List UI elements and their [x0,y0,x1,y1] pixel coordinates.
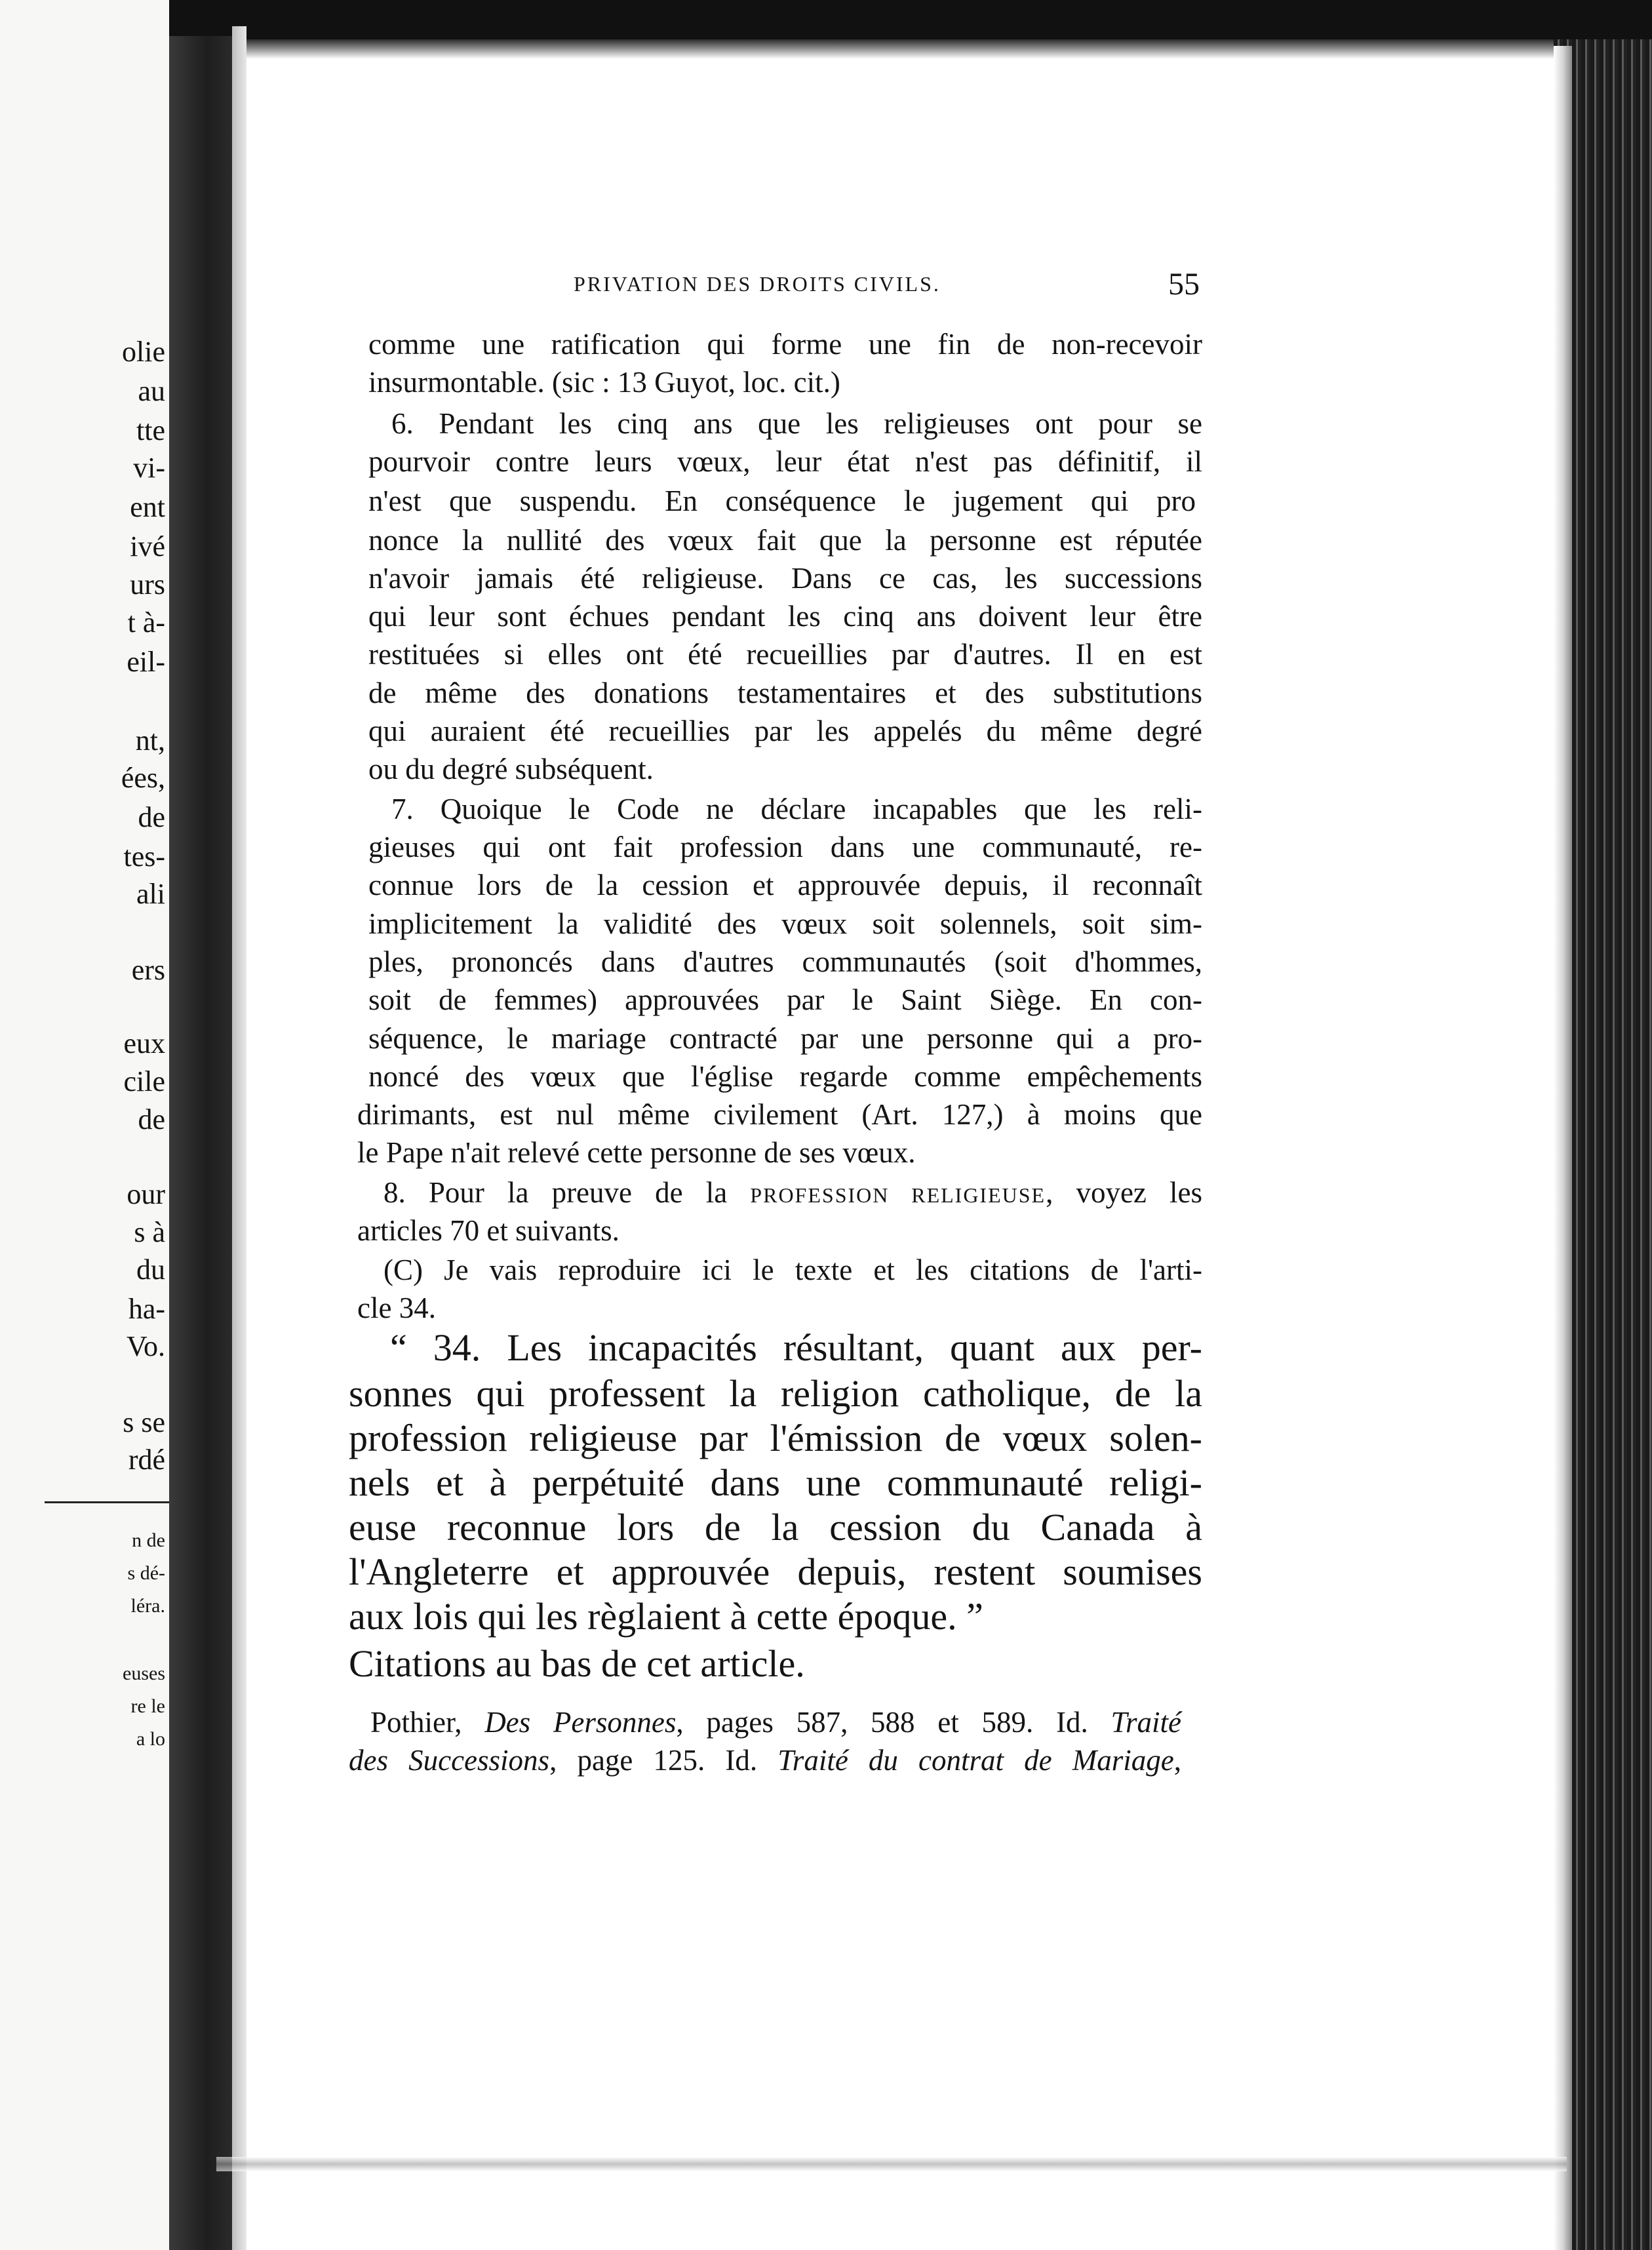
left-text-fragment: tes- [123,840,165,873]
article-line: sonnes qui professent la religion catholique, de la [349,1372,1202,1415]
text-line: connue lors de la cession et approuvée depuis, il reconnaît [368,869,1202,901]
text-line: insurmontable. (sic : 13 Guyot, loc. cit.) [368,366,840,399]
text-line: restituées si elles ont été recueillies par d'autres. Il en est [368,638,1202,671]
article-line: aux lois qui les règlaient à cette époque. ” [349,1595,983,1638]
text-line: articles 70 et suivants. [357,1214,620,1247]
text-line: de même des donations testamentaires et des substitutions [368,677,1202,709]
text-line: ples, prononcés dans d'autres communautés (soit d'hommes, [368,945,1202,978]
left-text-fragment: olie [122,336,165,368]
left-text-fragment: eil- [127,646,165,678]
article-line: euse reconnue lors de la cession du Canada à [349,1506,1202,1549]
left-text-fragment: vi- [133,452,165,484]
left-text-fragment: eux [123,1027,165,1059]
citation-line: Pothier, Des Personnes, pages 587, 588 et 589. Id. Traité [370,1706,1181,1739]
article-line: nels et à perpétuité dans une communauté religi- [349,1461,1202,1504]
text-line: le Pape n'ait relevé cette personne de ses vœux. [357,1136,916,1169]
text-line: nonce la nullité des vœux fait que la personne est réputée [368,524,1202,557]
text-line: n'avoir jamais été religieuse. Dans ce cas, les successions [368,562,1202,595]
left-text-fragment: our [127,1178,165,1210]
text-line: qui auraient été recueillies par les appelés du même degré [368,715,1202,747]
text-line: cle 34. [357,1292,436,1324]
left-footnote-fragment: s dé- [127,1562,165,1584]
smallcaps-term: PROFESSION RELIGIEUSE [750,1183,1046,1207]
page-number: 55 [1168,267,1200,302]
text-line: qui leur sont échues pendant les cinq ans doivent leur être [368,600,1202,633]
text-line: soit de femmes) approuvées par le Saint Siège. En con- [368,983,1202,1016]
text-line: ou du degré subséquent. [368,753,654,785]
left-text-fragment: cile [123,1065,165,1097]
left-footnote-fragment: n de [132,1530,165,1551]
left-text-fragment: ers [131,954,165,986]
left-text-fragment: ali [136,878,165,910]
paragraph-8-line: 8. Pour la preuve de la PROFESSION RELIGIEUSE, voyez les [384,1176,1203,1209]
text-line: 6. Pendant les cinq ans que les religieuses ont pour se [391,407,1202,440]
left-text-fragment: Vo. [126,1330,165,1362]
left-footnote-fragment: a lo [136,1728,165,1750]
page-bottom-edge [216,2157,1567,2171]
footnote-rule [45,1501,169,1503]
citation-line: des Successions, page 125. Id. Traité du contrat de Mariage, [349,1744,1181,1777]
text-line: (C) Je vais reproduire ici le texte et les citations de l'arti- [384,1253,1202,1286]
left-footnote-fragment: léra. [130,1595,165,1617]
left-text-fragment: au [138,375,165,407]
left-footnote-fragment: re le [130,1695,165,1717]
left-text-fragment: ent [130,491,165,523]
text-line: dirimants, est nul même civilement (Art. 127,) à moins que [357,1098,1202,1131]
running-head: PRIVATION DES DROITS CIVILS. [574,272,941,296]
text-line: gieuses qui ont fait profession dans une communauté, re- [368,831,1202,863]
left-text-fragment: urs [130,568,165,601]
left-text-fragment: du [136,1253,165,1286]
article-line: “ 34. Les incapacités résultant, quant aux per- [390,1326,1202,1369]
left-text-fragment: t à- [127,606,165,639]
article-line: profession religieuse par l'émission de vœux solen- [349,1417,1202,1459]
text-line: implicitement la validité des vœux soit solennels, soit sim- [368,907,1202,940]
text-line: 7. Quoique le Code ne déclare incapables que les reli- [391,793,1202,825]
left-text-fragment: s se [123,1406,165,1438]
left-text-fragment: de [138,801,165,833]
article-line: l'Angleterre et approuvée depuis, restent soumises [349,1550,1202,1593]
left-text-fragment: ivé [130,530,165,562]
left-text-fragment: ées, [121,762,165,794]
left-page-fragment [0,0,169,2250]
left-text-fragment: s à [134,1216,165,1248]
left-text-fragment: tte [136,414,165,446]
text-line: noncé des vœux que l'église regarde comme empêchements [368,1060,1202,1093]
text-line: pourvoir contre leurs vœux, leur état n'est pas définitif, il [368,445,1202,478]
citations-heading: Citations au bas de cet article. [349,1642,805,1685]
left-text-fragment: de [138,1103,165,1135]
text-line: comme une ratification qui forme une fin de non-recevoir [368,328,1202,361]
gutter-shadow [232,26,246,2250]
left-text-fragment: nt, [135,724,165,757]
left-footnote-fragment: euses [123,1663,165,1684]
page-top-shadow [246,39,1554,59]
book-gutter [169,36,232,2250]
text-line: n'est que suspendu. En conséquence le jugement qui pro [368,484,1196,517]
text-line: séquence, le mariage contracté par une personne qui a pro- [368,1022,1202,1055]
page-edge-shadow [1554,46,1572,2250]
left-text-fragment: rdé [128,1444,165,1476]
left-text-fragment: ha- [128,1293,165,1325]
